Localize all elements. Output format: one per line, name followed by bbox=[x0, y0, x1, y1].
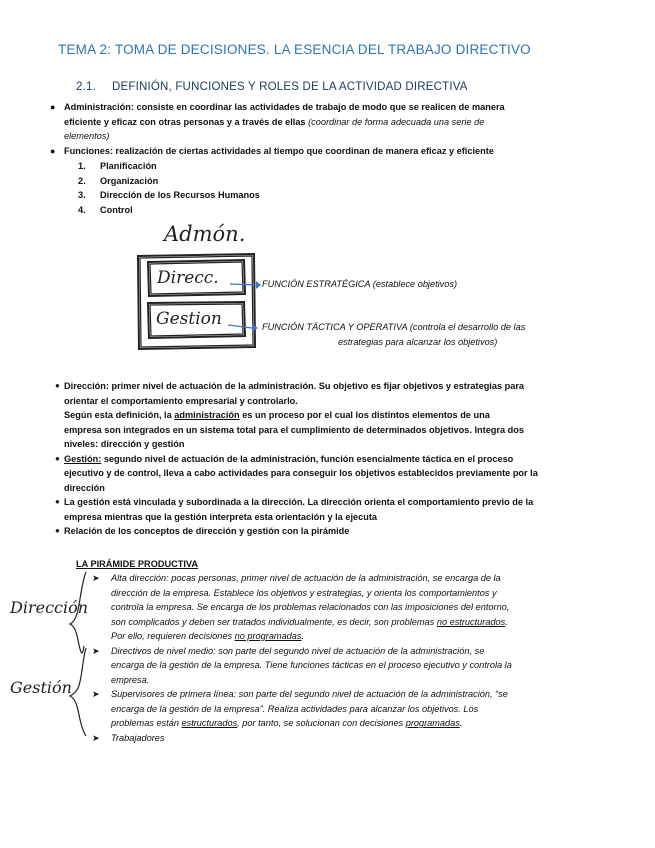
side-bracket bbox=[64, 570, 94, 740]
pyramid-heading: LA PIRÁMIDE PRODUCTIVA bbox=[76, 559, 198, 569]
list-number: 3. bbox=[78, 190, 86, 200]
bullet-line: orientar el comportamiento empresarial y controlarlo. bbox=[64, 395, 298, 406]
bullet-relacion bbox=[55, 524, 615, 539]
bullet-direccion bbox=[55, 379, 615, 452]
bullet-line-italic: elementos) bbox=[64, 131, 110, 141]
section-title: DEFINIÓN, FUNCIONES Y ROLES DE LA ACTIVIDAD DIRECTIVA bbox=[112, 81, 468, 93]
text-part: problemas están bbox=[111, 718, 182, 728]
underlined-term: estructurados bbox=[181, 718, 238, 728]
bullet-line: empresa son integrados en un sistema total para el cumplimiento de determinados objetivos. Integra dos bbox=[64, 424, 524, 435]
arrow-icon bbox=[230, 284, 256, 285]
section-heading bbox=[76, 81, 468, 93]
arrow-icon bbox=[228, 325, 252, 328]
chevron-right-icon: ➤ bbox=[92, 645, 100, 656]
bullet-line: ejecutivo y de control, lleva a cabo actividades para conseguir los objetivos establecidos previamente por la bbox=[64, 468, 538, 478]
pyramid-item-supervisores bbox=[92, 687, 611, 731]
list-number: 4. bbox=[78, 204, 86, 215]
list-label: Organización bbox=[100, 175, 159, 186]
item-line: empresa. bbox=[111, 674, 150, 685]
bullet-line-italic: (coordinar de forma adecuada una serie de bbox=[308, 116, 485, 127]
bullet-line-part: eficiente y eficaz con otras personas y a través de ellas bbox=[64, 116, 306, 127]
text-part: , por tanto, se solucionan con decisiones bbox=[237, 718, 406, 728]
chevron-right-icon: ➤ bbox=[92, 689, 100, 699]
item-line: controla la empresa. Se encarga de los problemas relacionados con las imposiciones del entorno, bbox=[111, 602, 510, 612]
item-line: encarga de la gestión de la empresa. Tiene funciones tácticas en el proceso ejecutivo y controla la bbox=[111, 660, 512, 670]
item-line: dirección de la empresa. Establece los objetivos y estrategias, y orienta los comportamientos y bbox=[111, 587, 497, 598]
text-part: segundo nivel de actuación de la administración, función esencialmente táctica en el proceso bbox=[101, 453, 514, 464]
bullet-line: Administración: consiste en coordinar las actividades de trabajo de modo que se realicen de manera bbox=[64, 102, 505, 112]
functions-list bbox=[78, 159, 260, 217]
bullet-line: niveles: dirección y gestión bbox=[64, 439, 185, 449]
text-part: es un proceso por el cual los distintos elementos de una bbox=[239, 410, 490, 420]
list-label: Planificación bbox=[100, 161, 157, 171]
pyramid-item-nivel-medio bbox=[92, 644, 611, 688]
underlined-term: Gestión: bbox=[64, 453, 102, 464]
item-line: Supervisores de primera línea: son parte del segundo nivel de actuación de la administración, “se bbox=[111, 689, 508, 699]
bullet-dot: ● bbox=[55, 381, 60, 390]
bullet-line bbox=[64, 115, 610, 130]
item-line: Directivos de nivel medio: son parte del segundo nivel de actuación de la administración, se bbox=[111, 645, 485, 656]
list-label: Dirección de los Recursos Humanos bbox=[100, 190, 260, 200]
diagram-arrows bbox=[226, 278, 262, 338]
item-line bbox=[111, 615, 611, 630]
list-number: 1. bbox=[78, 161, 86, 171]
bullet-dot: ● bbox=[55, 453, 60, 463]
side-label-gestion: Gestión bbox=[10, 678, 72, 697]
list-item bbox=[78, 188, 260, 203]
bullet-dot: ● bbox=[55, 526, 60, 535]
bullet-funciones bbox=[50, 144, 610, 159]
pyramid-items bbox=[92, 571, 611, 745]
item-line: Alta dirección: pocas personas, primer nivel de actuación de la administración, se encarga de la bbox=[111, 573, 501, 583]
text-part: Por ello, requieren decisiones bbox=[111, 631, 235, 641]
item-line bbox=[111, 716, 611, 731]
underlined-term: administración bbox=[174, 410, 240, 420]
bullet-line: La gestión está vinculada y subordinada a la dirección. La dirección orienta el comportamiento previo de la bbox=[64, 497, 534, 507]
chevron-right-icon: ➤ bbox=[92, 573, 100, 583]
arrow-head-icon bbox=[252, 324, 258, 332]
bullet-list-top bbox=[50, 100, 610, 158]
list-item bbox=[78, 203, 260, 218]
list-label: Control bbox=[100, 204, 133, 215]
underlined-term: programadas bbox=[405, 718, 460, 728]
text-part: . bbox=[505, 616, 508, 627]
text-part: . bbox=[301, 631, 305, 641]
bullet-line: Dirección: primer nivel de actuación de la administración. Su objetivo es fijar objetivos y estrategias para bbox=[64, 381, 525, 391]
list-number: 2. bbox=[78, 175, 86, 186]
pyramid-item-trabajadores bbox=[92, 731, 611, 746]
bullet-line bbox=[64, 408, 615, 423]
side-label-direccion: Dirección bbox=[10, 598, 89, 617]
funcion-estrategica: FUNCIÓN ESTRATÉGICA (establece objetivos) bbox=[262, 279, 458, 289]
list-item bbox=[78, 159, 260, 174]
underlined-term: no programadas bbox=[234, 631, 302, 641]
diagram-box-direccion: Direcc. bbox=[157, 268, 219, 288]
diagram-outer-label: Admón. bbox=[164, 222, 246, 246]
page-title: TEMA 2: TOMA DE DECISIONES. LA ESENCIA DEL TRABAJO DIRECTIVO bbox=[58, 42, 531, 57]
bullet-dot: ● bbox=[50, 102, 56, 112]
item-line: Trabajadores bbox=[111, 732, 165, 743]
bullet-administracion bbox=[50, 100, 610, 144]
text-part: Según esta definición, la bbox=[64, 410, 175, 420]
text-part: son complicados y deben ser tratados individualmente, es decir, son problemas bbox=[111, 616, 437, 627]
funcion-tactica-line2: estrategias para alcanzar los objetivos) bbox=[338, 337, 498, 347]
bullet-line: dirección bbox=[64, 482, 105, 493]
bullet-line: Relación de los conceptos de dirección y gestión con la pirámide bbox=[64, 526, 350, 536]
text-part: . bbox=[459, 718, 463, 728]
underlined-term: no estructurados bbox=[436, 616, 506, 627]
bullet-vinculada bbox=[55, 495, 615, 524]
funcion-tactica-line1: FUNCIÓN TÁCTICA Y OPERATIVA (controla el desarrollo de las bbox=[262, 322, 526, 332]
bullet-line bbox=[64, 452, 615, 467]
pyramid-item-alta-direccion bbox=[92, 571, 611, 644]
chevron-right-icon: ➤ bbox=[92, 732, 100, 743]
bullet-line: Funciones: realización de ciertas actividades al tiempo que coordinan de manera eficaz y eficiente bbox=[64, 145, 494, 156]
bullet-list-mid bbox=[55, 379, 615, 539]
item-line bbox=[111, 629, 611, 644]
list-item bbox=[78, 174, 260, 189]
diagram-box-gestion: Gestion bbox=[156, 309, 222, 329]
bullet-gestion bbox=[55, 452, 615, 496]
section-number: 2.1. bbox=[76, 81, 96, 93]
item-line: encarga de la gestión de la empresa”. Realiza actividades para alcanzar los objetivos. Los bbox=[111, 703, 479, 714]
bullet-line: empresa mientras que la gestión interpreta esta orientación y la ejecuta bbox=[64, 511, 377, 522]
bullet-dot: ● bbox=[50, 145, 56, 156]
bullet-dot: ● bbox=[55, 497, 60, 506]
arrow-head-icon bbox=[256, 281, 261, 289]
